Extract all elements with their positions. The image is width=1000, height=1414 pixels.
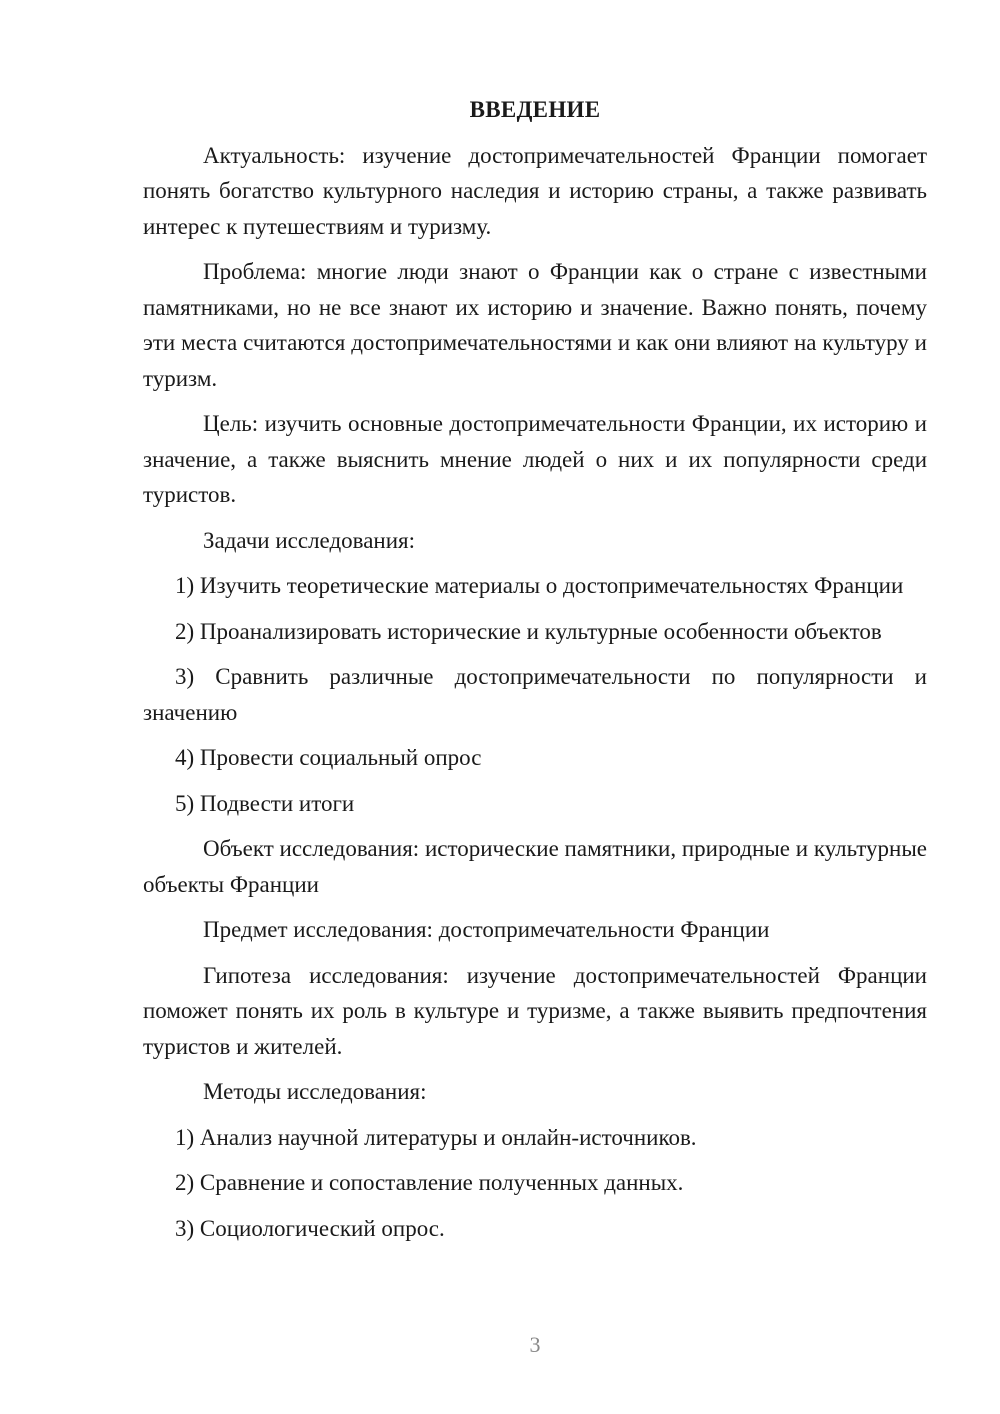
hypothesis-paragraph: Гипотеза исследования: изучение достопримечательностей Франции поможет понять их роль в культуре и туризме, а также выявить предпочтения туристов и жителей. xyxy=(143,962,927,1059)
method-item-2: 2) Сравнение и сопоставление полученных данных. xyxy=(175,1170,684,1195)
subject-paragraph: Предмет исследования: достопримечательности Франции xyxy=(203,917,770,942)
tasks-heading: Задачи исследования: xyxy=(203,527,416,553)
task-item-5: 5) Подвести итоги xyxy=(175,790,355,816)
task-item-1: 1) Изучить теоретические материалы о достопримечательностях Франции xyxy=(175,573,904,598)
relevance-paragraph: Актуальность: изучение достопримечательностей Франции помогает понять богатство культурного наследия и историю страны, а также развивать интерес к путешествиям и туризму. xyxy=(143,142,927,239)
method-item-3: 3) Социологический опрос. xyxy=(175,1215,445,1241)
task-item-4: 4) Провести социальный опрос xyxy=(175,745,482,770)
page-title: ВВЕДЕНИЕ xyxy=(469,97,601,122)
page-number: 3 xyxy=(529,1332,541,1357)
problem-paragraph: Проблема: многие люди знают о Франции как о стране с известными памятниками, но не все знают их историю и значение. Важно понять, почему эти места считаются достопримечательностями и как они влияют на культуру и туризм. xyxy=(143,259,927,391)
task-item-3: 3) Сравнить различные достопримечательности по популярности и значению xyxy=(143,664,927,725)
document-body xyxy=(143,92,927,1256)
goal-paragraph: Цель: изучить основные достопримечательности Франции, их историю и значение, а также выяснить мнение людей о них и их популярности среди туристов. xyxy=(143,411,927,507)
method-item-1: 1) Анализ научной литературы и онлайн-источников. xyxy=(175,1124,697,1150)
object-paragraph: Объект исследования: исторические памятники, природные и культурные объекты Франции xyxy=(143,836,927,897)
task-item-2: 2) Проанализировать исторические и культурные особенности объектов xyxy=(175,618,882,644)
methods-heading: Методы исследования: xyxy=(203,1079,427,1104)
